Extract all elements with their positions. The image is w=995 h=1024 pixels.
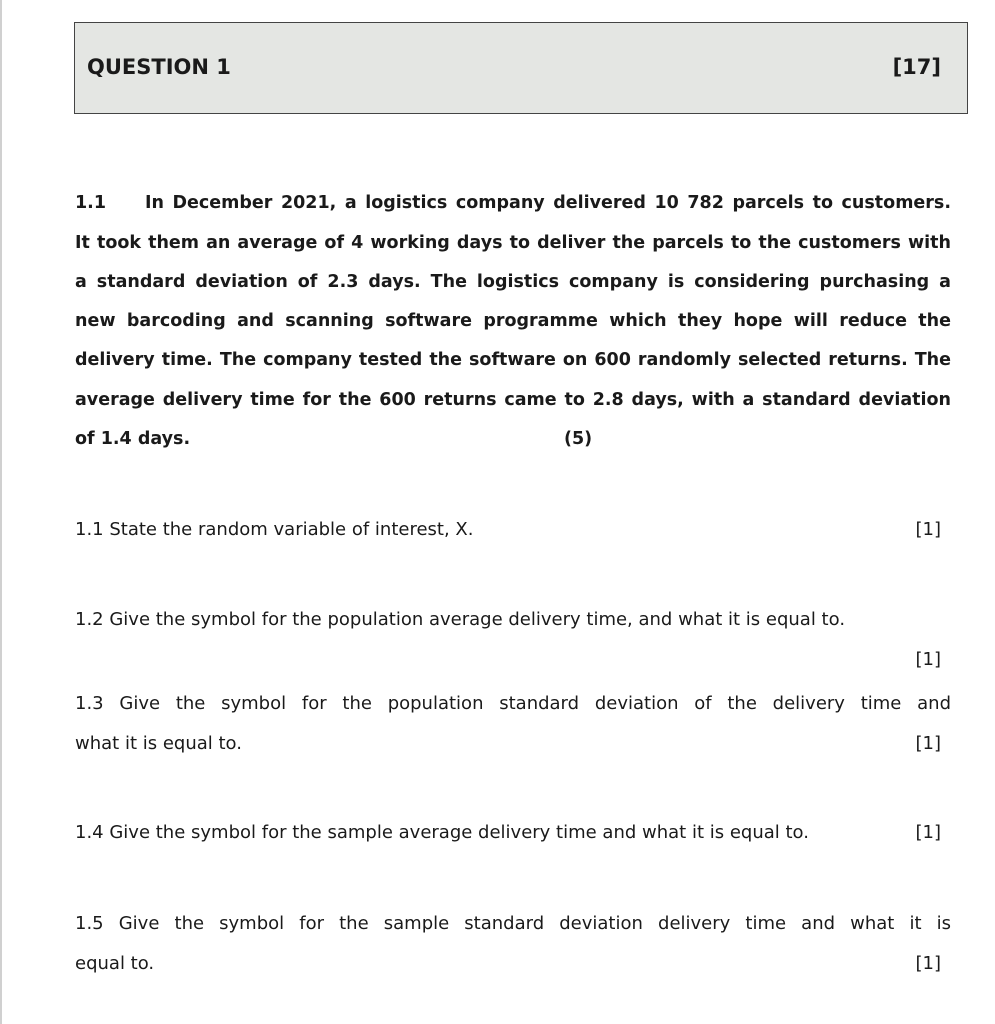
question-line bbox=[75, 944, 951, 984]
question-line bbox=[75, 813, 951, 853]
intro-line bbox=[75, 183, 951, 223]
question-line bbox=[75, 640, 951, 680]
intro-line: new barcoding and scanning software programme which they hope will reduce the bbox=[75, 311, 951, 331]
intro-line-text: of 1.4 days. bbox=[75, 429, 191, 449]
question-text: 1.3 Give the symbol for the population standard deviation of the delivery time and bbox=[75, 693, 951, 714]
intro-line: It took them an average of 4 working days to deliver the parcels to the customers with bbox=[75, 233, 951, 253]
intro-line: average delivery time for the 600 returns came to 2.8 days, with a standard deviation bbox=[75, 390, 951, 410]
question-mark: [1] bbox=[915, 649, 941, 670]
question-mark: [1] bbox=[915, 733, 941, 754]
question-text: 1.5 Give the symbol for the sample standard deviation delivery time and what it is bbox=[75, 913, 951, 934]
question-line bbox=[75, 510, 951, 550]
intro-line: a standard deviation of 2.3 days. The logistics company is considering purchasing a bbox=[75, 272, 951, 292]
intro-number: 1.1 bbox=[75, 193, 107, 213]
intro-marks: (5) bbox=[564, 429, 593, 449]
question-mark: [1] bbox=[915, 953, 941, 974]
intro-line-last bbox=[75, 419, 951, 459]
question-text: 1.4 Give the symbol for the sample average delivery time and what it is equal to. bbox=[75, 822, 809, 843]
intro-line-text: In December 2021, a logistics company delivered 10 782 parcels to customers. bbox=[145, 193, 951, 213]
question-title: QUESTION 1 bbox=[87, 55, 231, 79]
intro-line: delivery time. The company tested the software on 600 randomly selected returns. The bbox=[75, 350, 951, 370]
question-line bbox=[75, 724, 951, 764]
question-mark: [1] bbox=[915, 822, 941, 843]
question-header-box bbox=[74, 22, 968, 114]
question-mark: [1] bbox=[915, 519, 941, 540]
question-text: equal to. bbox=[75, 953, 155, 974]
question-text: what it is equal to. bbox=[75, 733, 242, 754]
question-text: 1.1 State the random variable of interest, X. bbox=[75, 519, 474, 540]
question-text: 1.2 Give the symbol for the population average delivery time, and what it is equal to. bbox=[75, 609, 846, 630]
question-total-marks: [17] bbox=[892, 55, 941, 79]
page-left-edge bbox=[0, 0, 2, 1024]
